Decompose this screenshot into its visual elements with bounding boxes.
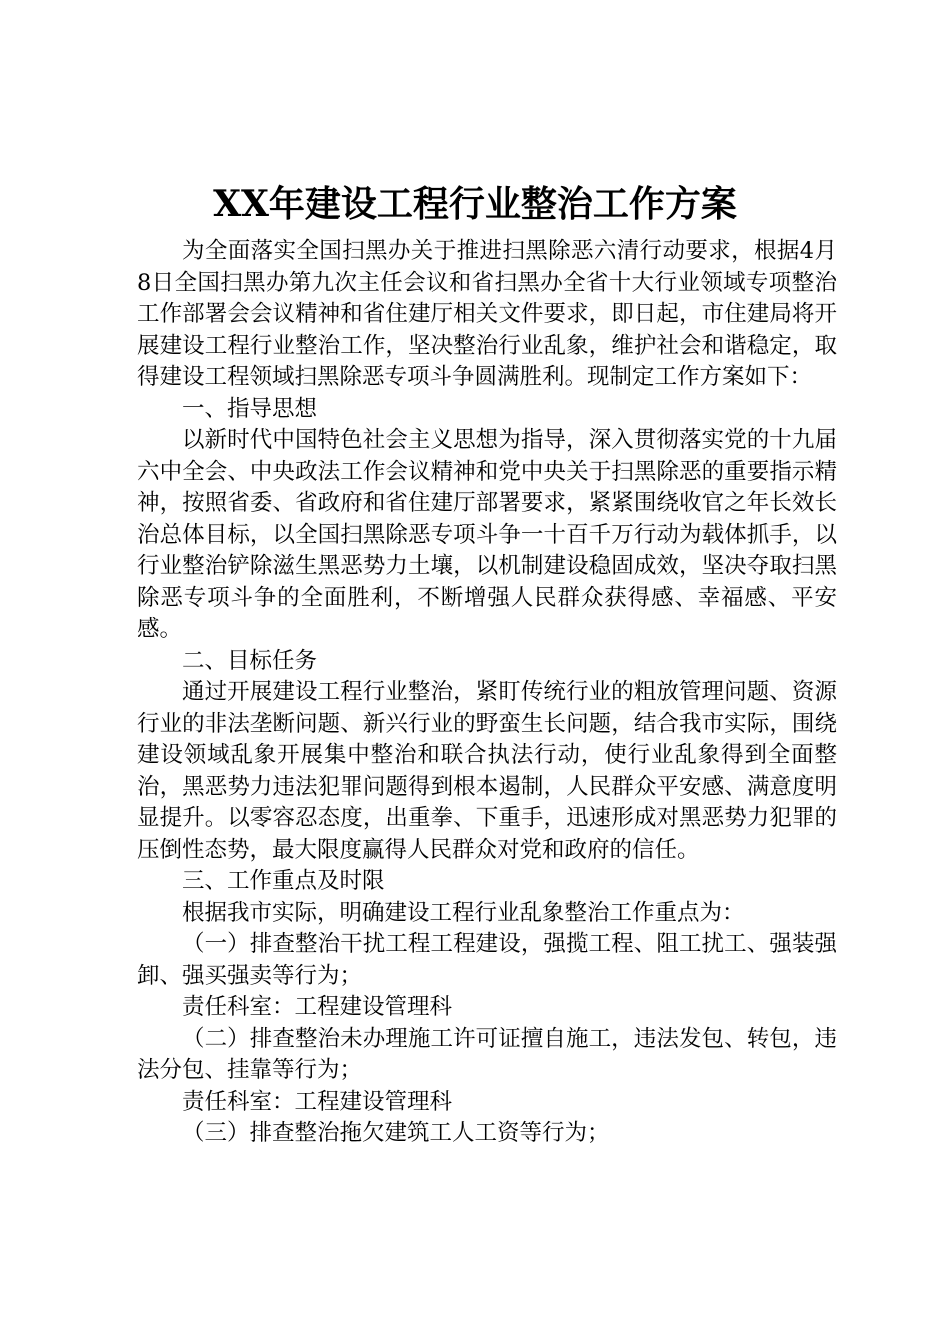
heading-work-focus: 三、工作重点及时限 — [182, 868, 385, 894]
heading-guiding-ideology: 一、指导思想 — [182, 395, 318, 422]
paragraph-guiding-ideology: 以新时代中国特色社会主义思想为指导，深入贯彻落实党的十九届六中全会、中央政法工作会议精神和党中央关于扫黑除恶的重要指示精神，按照省委、省政府和省住建厅部署要求，紧紧围绕收官之年长效长治总体目标，以全国扫黑除恶专项斗争一十百千万行动为载体抓手，以行业整治铲除滋生黑恶势力土壤，以机制建设稳固成效，坚决夺取扫黑除恶专项斗争的全面胜利，不断增强人民群众获得感、幸福感、平安感。 — [137, 427, 837, 642]
item-3: （三）排查整治拖欠建筑工人工资等行为； — [182, 1120, 610, 1146]
paragraph-work-focus-intro: 根据我市实际，明确建设工程行业乱象整治工作重点为： — [182, 899, 745, 926]
paragraph-goals: 通过开展建设工程行业整治，紧盯传统行业的粗放管理问题、资源行业的非法垄断问题、新兴行业的野蛮生长问题，结合我市实际，围绕建设领域乱象开展集中整治和联合执法行动，使行业乱象得到全面整治，黑恶势力违法犯罪问题得到根本遏制，人民群众平安感、满意度明显提升。以零容忍态度，出重拳、下重手，迅速形成对黑恶势力犯罪的压倒性态势，最大限度赢得人民群众对党和政府的信任。 — [137, 679, 837, 863]
item-1-responsible: 责任科室：工程建设管理科 — [182, 994, 453, 1020]
heading-goals: 二、目标任务 — [182, 647, 318, 674]
item-2: （二）排查整治未办理施工许可证擅自施工，违法发包、转包，违法分包、挂靠等行为； — [137, 1025, 837, 1083]
document-title: XX年建设工程行业整治工作方案 — [213, 183, 737, 225]
item-2-responsible: 责任科室：工程建设管理科 — [182, 1088, 453, 1115]
item-1: （一）排查整治干扰工程工程建设，强揽工程、阻工扰工、强装强卸、强买强卖等行为； — [137, 931, 837, 989]
document-body — [137, 236, 837, 1150]
paragraph-intro: 为全面落实全国扫黑办关于推进扫黑除恶六清行动要求，根据4月8日全国扫黑办第九次主任会议和省扫黑办全省十大行业领域专项整治工作部署会会议精神和省住建厅相关文件要求，即日起，市住建局将开展建设工程行业整治工作，坚决整治行业乱象，维护社会和谐稳定，取得建设工程领域扫黑除恶专项斗争圆满胜利。现制定工作方案如下： — [137, 238, 837, 390]
